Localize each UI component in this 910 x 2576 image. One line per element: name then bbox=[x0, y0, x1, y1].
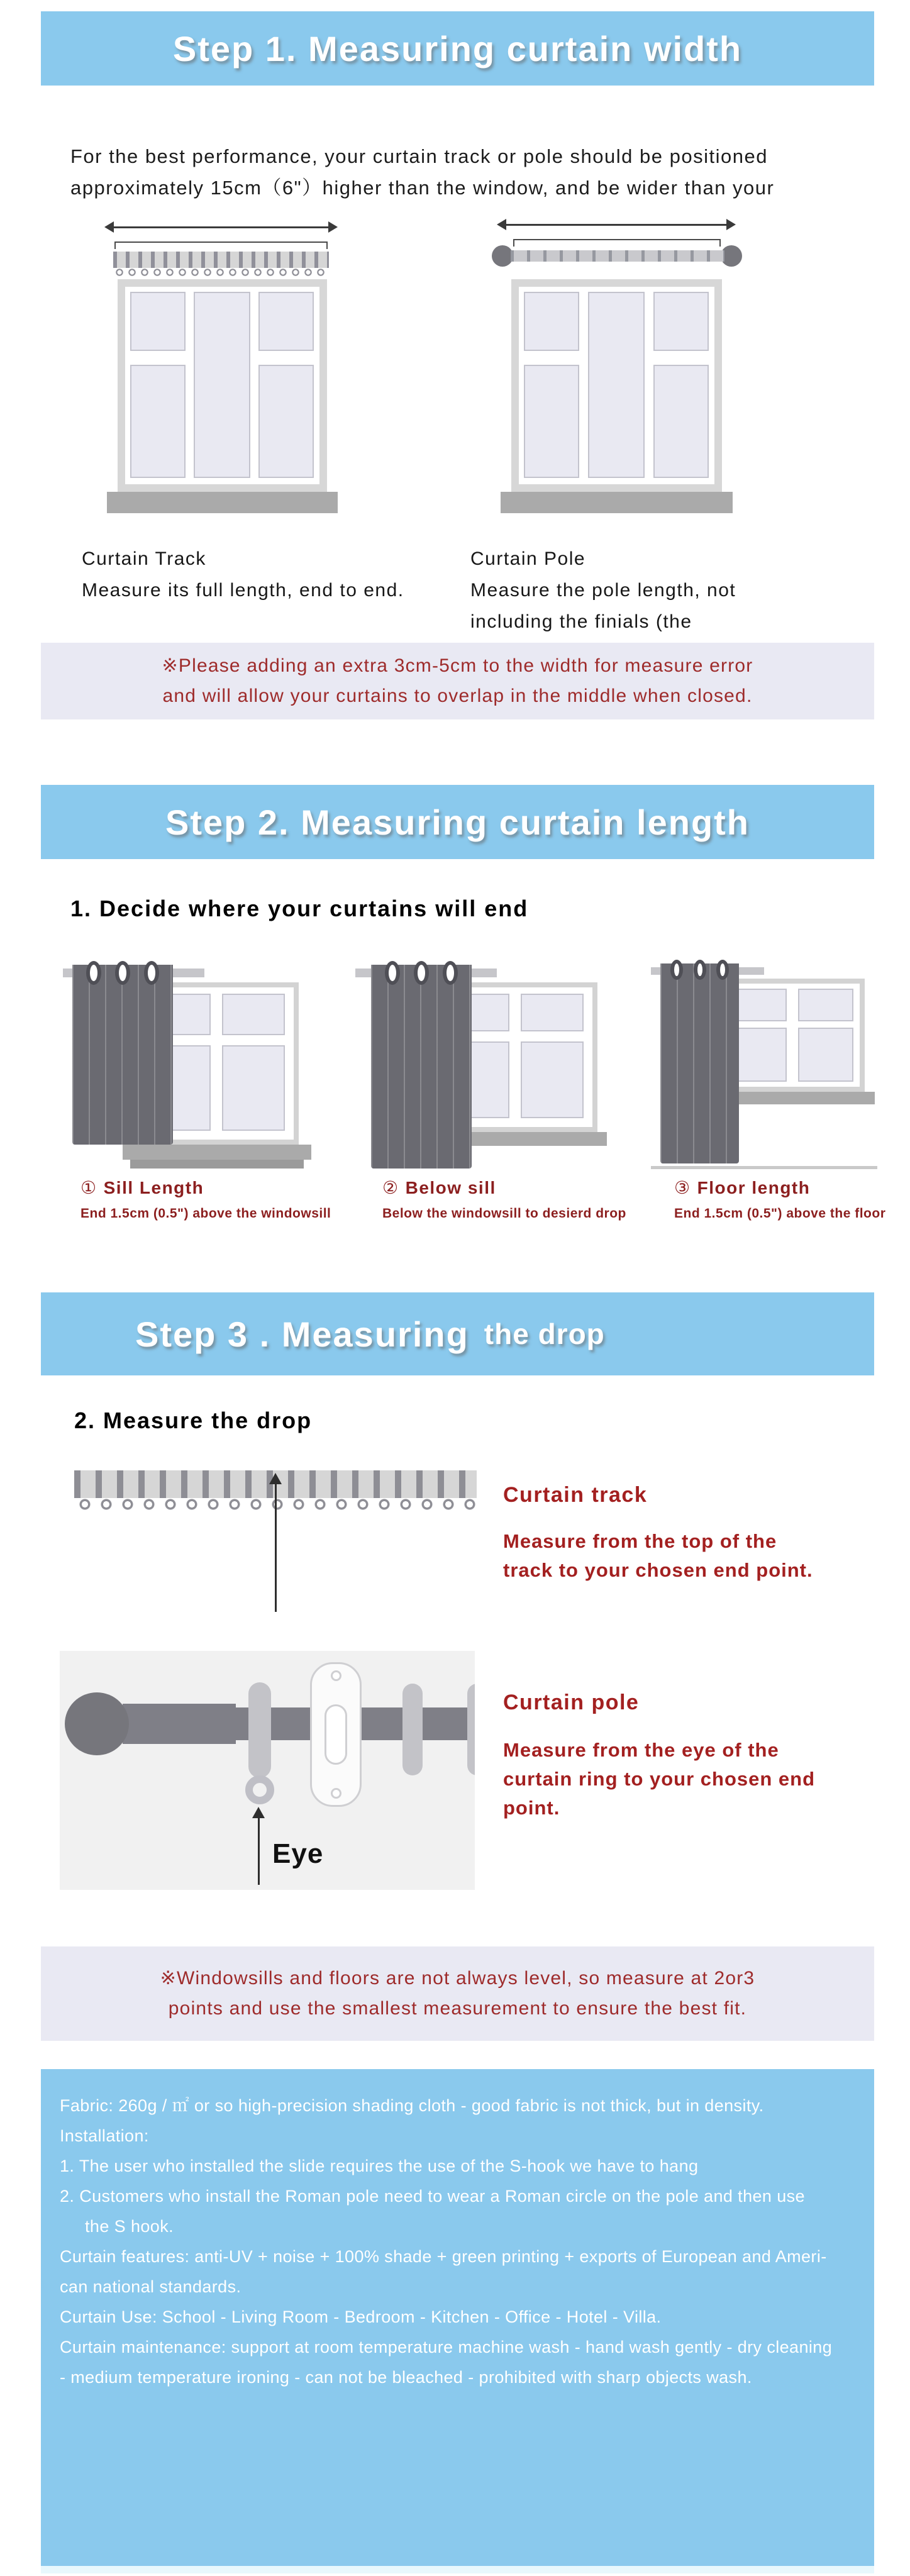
info-maintenance: Curtain maintenance: support at room temperature machine wash - hand wash gently - dry cleaning bbox=[60, 2338, 833, 2357]
info-use: Curtain Use: School - Living Room - Bedroom - Kitchen - Office - Hotel - Villa. bbox=[60, 2307, 662, 2326]
curtain-track-label: Curtain Track bbox=[82, 548, 206, 569]
step3-note-line2: points and use the smallest measurement to ensure the best fit. bbox=[168, 1998, 747, 2019]
grommet-row bbox=[371, 961, 472, 985]
option2-desc: Below the windowsill to desierd drop bbox=[382, 1206, 626, 1221]
grommet-icon bbox=[385, 961, 400, 985]
window-pane bbox=[731, 989, 787, 1021]
window-pane bbox=[798, 989, 853, 1021]
window-pane bbox=[798, 1028, 853, 1082]
step3-header bbox=[41, 1292, 874, 1375]
option2-number: ② bbox=[382, 1178, 399, 1197]
window-pane bbox=[588, 292, 645, 478]
pole-drop-diagram bbox=[60, 1651, 475, 1890]
curtain-ring bbox=[402, 1684, 423, 1775]
window-sill bbox=[123, 1145, 311, 1160]
track-line1: Measure from the top of the bbox=[503, 1530, 777, 1552]
window-pane bbox=[130, 365, 186, 478]
window-pane bbox=[258, 365, 314, 478]
grommet-icon bbox=[144, 961, 159, 985]
option1-label: Sill Length bbox=[103, 1178, 204, 1197]
curtain-ring bbox=[248, 1682, 271, 1778]
grommet-icon bbox=[86, 961, 101, 985]
option2-heading bbox=[382, 1177, 496, 1198]
bracket-slot bbox=[325, 1704, 347, 1765]
diagram-sill-length bbox=[60, 956, 311, 1171]
grommet-icon bbox=[694, 960, 706, 980]
info-installation: Installation: bbox=[60, 2126, 149, 2145]
step1-note-line2: and will allow your curtains to overlap in the middle when closed. bbox=[162, 686, 753, 706]
pole-thick-segment bbox=[123, 1704, 236, 1744]
option1-heading bbox=[80, 1177, 204, 1198]
screw-hole-icon bbox=[331, 1670, 341, 1681]
option2-label: Below sill bbox=[405, 1178, 496, 1197]
option1-number: ① bbox=[80, 1178, 97, 1197]
grommet-icon bbox=[115, 961, 130, 985]
step1-intro bbox=[70, 141, 863, 204]
window-pole-diagram bbox=[511, 279, 722, 492]
track-measure-bracket bbox=[114, 242, 328, 249]
step3-subtitle: 2. Measure the drop bbox=[74, 1407, 313, 1433]
track-heading: Curtain track bbox=[503, 1483, 648, 1507]
step3-note bbox=[41, 1946, 874, 2041]
pole-line3: point. bbox=[503, 1797, 560, 1819]
option3-number: ③ bbox=[674, 1178, 691, 1197]
info-maintenance-2: - medium temperature ironing - can not be bleached - prohibited with sharp objects wash. bbox=[60, 2368, 752, 2387]
curtain-panel bbox=[72, 965, 173, 1145]
product-info-block bbox=[41, 2069, 874, 2566]
window-sill bbox=[501, 492, 733, 513]
grommet-icon bbox=[414, 961, 429, 985]
step3-note-line1: ※Windowsills and floors are not always level, so measure at 2or3 bbox=[160, 1968, 755, 1989]
option3-label: Floor length bbox=[697, 1178, 811, 1197]
window-pane bbox=[521, 1041, 584, 1118]
option3-desc: End 1.5cm (0.5") above the floor bbox=[674, 1206, 886, 1221]
pole-heading: Curtain pole bbox=[503, 1690, 640, 1714]
pole-ball-finial bbox=[65, 1692, 129, 1755]
curtain-pole-desc-line1: Measure the pole length, not bbox=[470, 580, 736, 601]
floor-line bbox=[651, 1166, 877, 1169]
grommet-row bbox=[72, 961, 173, 985]
ring-eye-icon bbox=[245, 1775, 274, 1804]
footer-bottom-strip bbox=[41, 2566, 874, 2573]
info-features: Curtain features: anti-UV + noise + 100% shade + green printing + exports of European and Ameri- bbox=[60, 2247, 827, 2266]
window-pane bbox=[653, 292, 709, 351]
width-arrow-pole bbox=[506, 224, 727, 226]
window-pane bbox=[524, 365, 579, 478]
step1-intro-line2: approximately 15cm（6"）higher than the window, and be wider than your bbox=[70, 177, 775, 199]
window-pane bbox=[521, 994, 584, 1031]
grommet-icon bbox=[670, 960, 683, 980]
screw-hole-icon bbox=[331, 1788, 341, 1799]
window-pane bbox=[258, 292, 314, 351]
info-fabric: Fabric: 260g / ㎡ or so high-precision shading cloth - good fabric is not thick, but in density. bbox=[60, 2096, 764, 2115]
curtain-pole-desc-line2: including the finials (the bbox=[470, 611, 692, 632]
wall-bracket bbox=[310, 1662, 362, 1807]
window-sill-step bbox=[130, 1160, 304, 1169]
info-install-2: 2. Customers who install the Roman pole need to wear a Roman circle on the pole and then use bbox=[60, 2187, 805, 2206]
pole-line2: curtain ring to your chosen end bbox=[503, 1768, 816, 1790]
step1-header bbox=[41, 11, 874, 86]
window bbox=[720, 979, 865, 1092]
track-arrow-stem bbox=[275, 1483, 277, 1612]
info-features-2: can national standards. bbox=[60, 2277, 241, 2296]
width-arrow-track bbox=[113, 226, 329, 228]
step2-title: Step 2. Measuring curtain length bbox=[165, 802, 750, 842]
info-install-1: 1. The user who installed the slide requires the use of the S-hook we have to hang bbox=[60, 2157, 699, 2175]
window-pane bbox=[194, 292, 250, 478]
pole-finial-left bbox=[492, 245, 513, 267]
window-pane bbox=[222, 994, 285, 1035]
curtain-panel bbox=[660, 963, 739, 1163]
step1-title: Step 1. Measuring curtain width bbox=[172, 28, 743, 69]
curtain-pole-label: Curtain Pole bbox=[470, 548, 586, 569]
grommet-icon bbox=[716, 960, 729, 980]
window-pane bbox=[524, 292, 579, 351]
eye-arrow-stem bbox=[258, 1817, 260, 1885]
step1-note-line1: ※Please adding an extra 3cm-5cm to the width for measure error bbox=[162, 655, 753, 676]
step1-note bbox=[41, 643, 874, 719]
window-track-diagram bbox=[118, 279, 327, 492]
step1-intro-line1: For the best performance, your curtain track or pole should be positioned bbox=[70, 145, 768, 167]
curtain-ring bbox=[467, 1684, 475, 1775]
curtain-pole-bar bbox=[511, 250, 724, 262]
window-sill bbox=[107, 492, 338, 513]
diagram-floor-length bbox=[651, 956, 877, 1171]
curtain-track-desc: Measure its full length, end to end. bbox=[82, 580, 404, 601]
curtain-track-strip bbox=[113, 252, 329, 268]
pole-line1: Measure from the eye of the bbox=[503, 1739, 779, 1761]
step3-title-sub: the drop bbox=[484, 1318, 605, 1350]
step3-title: Step 3 . Measuring bbox=[135, 1314, 469, 1354]
grommet-row bbox=[660, 960, 739, 980]
window-pane bbox=[222, 1045, 285, 1131]
diagram-below-sill bbox=[352, 956, 604, 1171]
info-install-2b: the S hook. bbox=[85, 2217, 174, 2236]
curtain-track-gliders bbox=[113, 268, 329, 277]
grommet-icon bbox=[443, 961, 458, 985]
option1-desc: End 1.5cm (0.5") above the windowsill bbox=[80, 1206, 331, 1221]
pole-measure-bracket bbox=[513, 239, 721, 247]
curtain-panel bbox=[371, 965, 472, 1169]
eye-label: Eye bbox=[272, 1838, 324, 1869]
window-pane bbox=[130, 292, 186, 351]
track-line2: track to your chosen end point. bbox=[503, 1559, 813, 1581]
step2-header bbox=[41, 785, 874, 859]
window-pane bbox=[731, 1028, 787, 1082]
step2-subtitle: 1. Decide where your curtains will end bbox=[70, 896, 529, 921]
window-pane bbox=[653, 365, 709, 478]
option3-heading bbox=[674, 1177, 810, 1198]
